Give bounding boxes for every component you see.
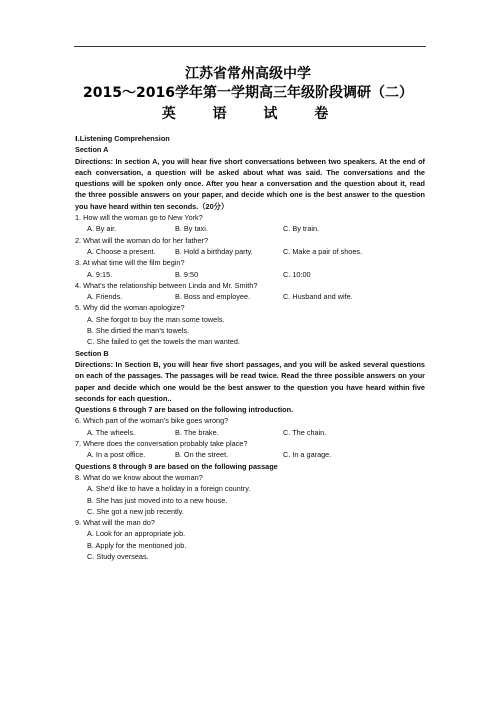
question-1-options (75, 223, 425, 234)
question-7: 7. Where does the conversation probably take place? (75, 439, 248, 449)
option-c: C. Study overseas. (87, 551, 149, 561)
section-a-directions: Directions: In section A, you will hear five short conversations between two speakers. At the end of each conversation, a question will be asked about what was said. The conversations and the questions will be spoken only once. After you hear a conversation and the question about it, read the three possible answers on your paper, and decide which one is the best answer to the question you have heard within ten seconds.（20分） (75, 156, 425, 211)
question-2: 2. What will the woman do for her father? (75, 235, 209, 245)
question-7-options (75, 449, 425, 460)
option-a: A. She forgot to buy the man some towels. (87, 314, 225, 324)
option-b: B. She dirtied the man’s towels. (87, 326, 190, 336)
exam-content (75, 133, 425, 562)
question-group-heading: Questions 6 through 7 are based on the following introduction. (75, 405, 294, 415)
question-2-options (75, 246, 425, 257)
option-a: A. The wheels. (87, 427, 136, 437)
option-c: C. By train. (283, 224, 320, 234)
option-c: C. Make a pair of shoes. (283, 246, 363, 256)
school-title: 江苏省常州高级中学 (185, 66, 311, 82)
option-a: A. In a post office. (87, 450, 146, 460)
option-c: C. She failed to get the towels the man wanted. (87, 337, 240, 347)
part-title: Ⅰ.Listening Comprehension (75, 134, 170, 143)
question-6-options (75, 427, 425, 438)
section-b-title: Section B (75, 348, 109, 358)
option-b: B. On the street. (175, 450, 229, 460)
question-3-options (75, 269, 425, 280)
question-1: 1. How will the woman go to New York? (75, 213, 203, 223)
option-a: A. She’d like to have a holiday in a foreign country. (87, 484, 251, 494)
option-a: A. Choose a present. (87, 246, 156, 256)
question-9: 9. What will the man do? (75, 518, 155, 528)
section-b-directions: Directions: In Section B, you will hear five short passages, and you will be asked several questions on each of the passages. The passages will be read twice. Read the three possible answers on your paper and decide which one would be the best answer to the question you have heard within five seconds for each question.. (75, 359, 425, 403)
option-a: A. Look for an appropriate job. (87, 529, 186, 539)
option-b: B. She has just moved into to a new house. (87, 495, 228, 505)
option-b: B. Hold a birthday party. (175, 246, 253, 256)
header-rule (74, 46, 426, 47)
option-c: C. She got a new job recently. (87, 506, 184, 516)
question-4: 4. What’s the relationship between Linda and Mr. Smith? (75, 280, 258, 290)
option-b: B. The brake. (175, 427, 219, 437)
term-title: 2015～2016学年第一学期高三年级阶段调研（二） (83, 85, 413, 101)
option-c: C. The chain. (283, 427, 327, 437)
option-b: B. 9:50 (175, 269, 199, 279)
option-b: B. Apply for the mentioned job. (87, 540, 187, 550)
option-c: C. In a garage. (283, 450, 332, 460)
question-5: 5. Why did the woman apologize? (75, 303, 185, 313)
question-3: 3. At what time will the film begin? (75, 258, 185, 268)
option-a: A. By air. (87, 224, 117, 234)
option-b: B. By taxi. (175, 224, 208, 234)
question-6: 6. Which part of the woman’s bike goes wrong? (75, 416, 229, 426)
option-c: C. 10:00 (283, 269, 311, 279)
subject-title: 英 语 试 卷 (161, 106, 345, 122)
section-a-title: Section A (75, 145, 109, 155)
question-4-options (75, 291, 425, 302)
option-a: A. 9:15. (87, 269, 113, 279)
option-b: B. Boss and employee. (175, 292, 251, 302)
question-8: 8. What do we know about the woman? (75, 472, 203, 482)
option-c: C. Husband and wife. (283, 292, 353, 302)
option-a: A. Friends. (87, 292, 123, 302)
question-group-heading: Questions 8 through 9 are based on the following passage (75, 461, 278, 471)
